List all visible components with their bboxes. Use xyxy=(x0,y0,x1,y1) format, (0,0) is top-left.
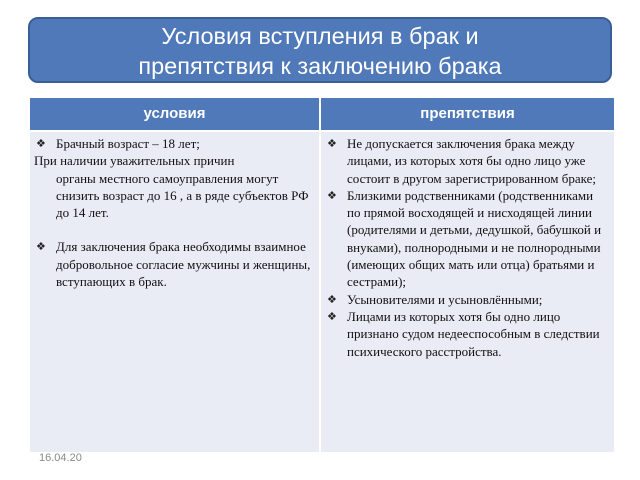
conditions-cell xyxy=(30,132,319,452)
list-item xyxy=(34,238,313,290)
diamond-bullet-icon: ❖ xyxy=(327,309,337,323)
comparison-table xyxy=(30,98,614,452)
header-conditions: условия xyxy=(30,98,319,130)
slide-title xyxy=(28,17,612,83)
diamond-bullet-icon: ❖ xyxy=(36,137,46,150)
list-item xyxy=(325,291,608,308)
item-text: Лицами из которых хотя бы одно лицо признано судом недееспособным в следствии психического расстройства. xyxy=(347,308,600,359)
item-text: Близкими родственниками (родственниками по прямой восходящей и нисходящей линии (родителями и детьми, дедушкой, бабушкой и внуками), полнородными и не полнородными (имеющих общих мать или отца) братьями и сестрами); xyxy=(347,187,602,290)
item-text: Для заключения брака необходимы взаимное добровольное согласие мужчины и женщины, вступающих в брак. xyxy=(56,239,311,290)
paragraph-rest: органы местного самоуправления могут снизить возраст до 16 , а в ряде субъектов РФ до 14 лет. xyxy=(56,170,309,221)
list-item xyxy=(325,187,608,291)
diamond-bullet-icon: ❖ xyxy=(327,188,337,202)
diamond-bullet-icon: ❖ xyxy=(36,240,46,254)
item-text: Усыновителями и усыновлёнными; xyxy=(347,291,543,307)
title-line-1: Условия вступления в брак и xyxy=(161,23,479,49)
paragraph-first-line: При наличии уважительных причин xyxy=(34,153,235,169)
header-obstacles: препятствия xyxy=(321,98,614,130)
list-item xyxy=(325,308,608,360)
title-line-2: препятствия к заключению брака xyxy=(138,53,502,79)
list-item xyxy=(325,135,608,187)
item-text: Брачный возраст – 18 лет; xyxy=(56,136,200,151)
diamond-bullet-icon: ❖ xyxy=(327,137,337,150)
item-text: Не допускается заключения брака между лицами, из которых хотя бы одно лицо уже состоит в другом зарегистрированном браке; xyxy=(347,136,596,186)
diamond-bullet-icon: ❖ xyxy=(327,292,337,306)
slide-date: 16.04.20 xyxy=(39,452,82,464)
obstacles-cell xyxy=(321,132,614,452)
list-item xyxy=(34,135,313,152)
